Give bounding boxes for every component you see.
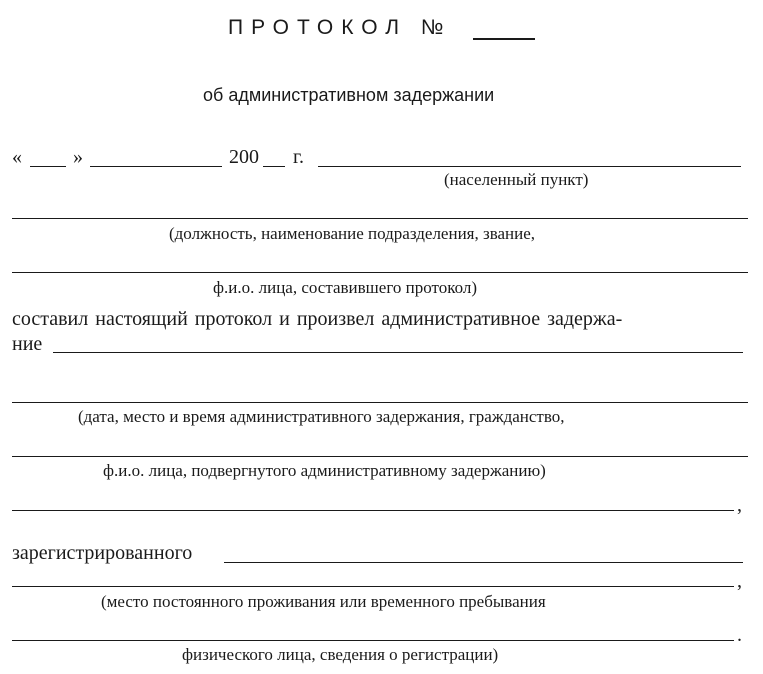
detained-name-caption: ф.и.о. лица, подвергнутого административному задержанию) — [103, 461, 546, 480]
registration-caption: физического лица, сведения о регистрации) — [182, 645, 499, 664]
day-field[interactable] — [30, 166, 66, 167]
registered-label: зарегистрированного — [12, 542, 193, 564]
registered-field[interactable] — [224, 562, 743, 563]
date-close-quote: » — [73, 146, 83, 168]
statement-continuation-field[interactable] — [53, 352, 743, 353]
compiler-name-caption: ф.и.о. лица, составившего протокол) — [213, 278, 478, 297]
detention-details-caption: (дата, место и время административного задержания, гражданство, — [78, 407, 565, 426]
compiler-name-field[interactable] — [12, 272, 748, 273]
settlement-field[interactable] — [318, 166, 741, 167]
year-field[interactable] — [263, 166, 285, 167]
position-field[interactable] — [12, 218, 748, 219]
position-caption: (должность, наименование подразделения, звание, — [169, 224, 536, 243]
statement-line-1: составил настоящий протокол и произвел административное задержа- — [12, 308, 623, 330]
detained-name-field[interactable] — [12, 456, 748, 457]
registration-field[interactable] — [12, 640, 734, 641]
settlement-caption: (населенный пункт) — [444, 170, 589, 189]
document-title: ПРОТОКОЛ № — [228, 16, 452, 39]
residence-field[interactable] — [12, 586, 734, 587]
date-open-quote: « — [12, 146, 22, 168]
year-suffix: г. — [293, 146, 304, 168]
document-subtitle: об административном задержании — [203, 85, 495, 105]
detention-details-field[interactable] — [12, 402, 748, 403]
line-end-comma: , — [737, 494, 742, 516]
line-end-period: . — [737, 624, 742, 646]
protocol-number-field[interactable] — [473, 38, 535, 40]
month-field[interactable] — [90, 166, 222, 167]
residence-end-comma: , — [737, 570, 742, 592]
detained-extra-field[interactable] — [12, 510, 734, 511]
residence-caption: (место постоянного проживания или временного пребывания — [101, 592, 546, 611]
year-prefix: 200 — [229, 146, 259, 168]
statement-line-2: ние — [12, 333, 43, 355]
